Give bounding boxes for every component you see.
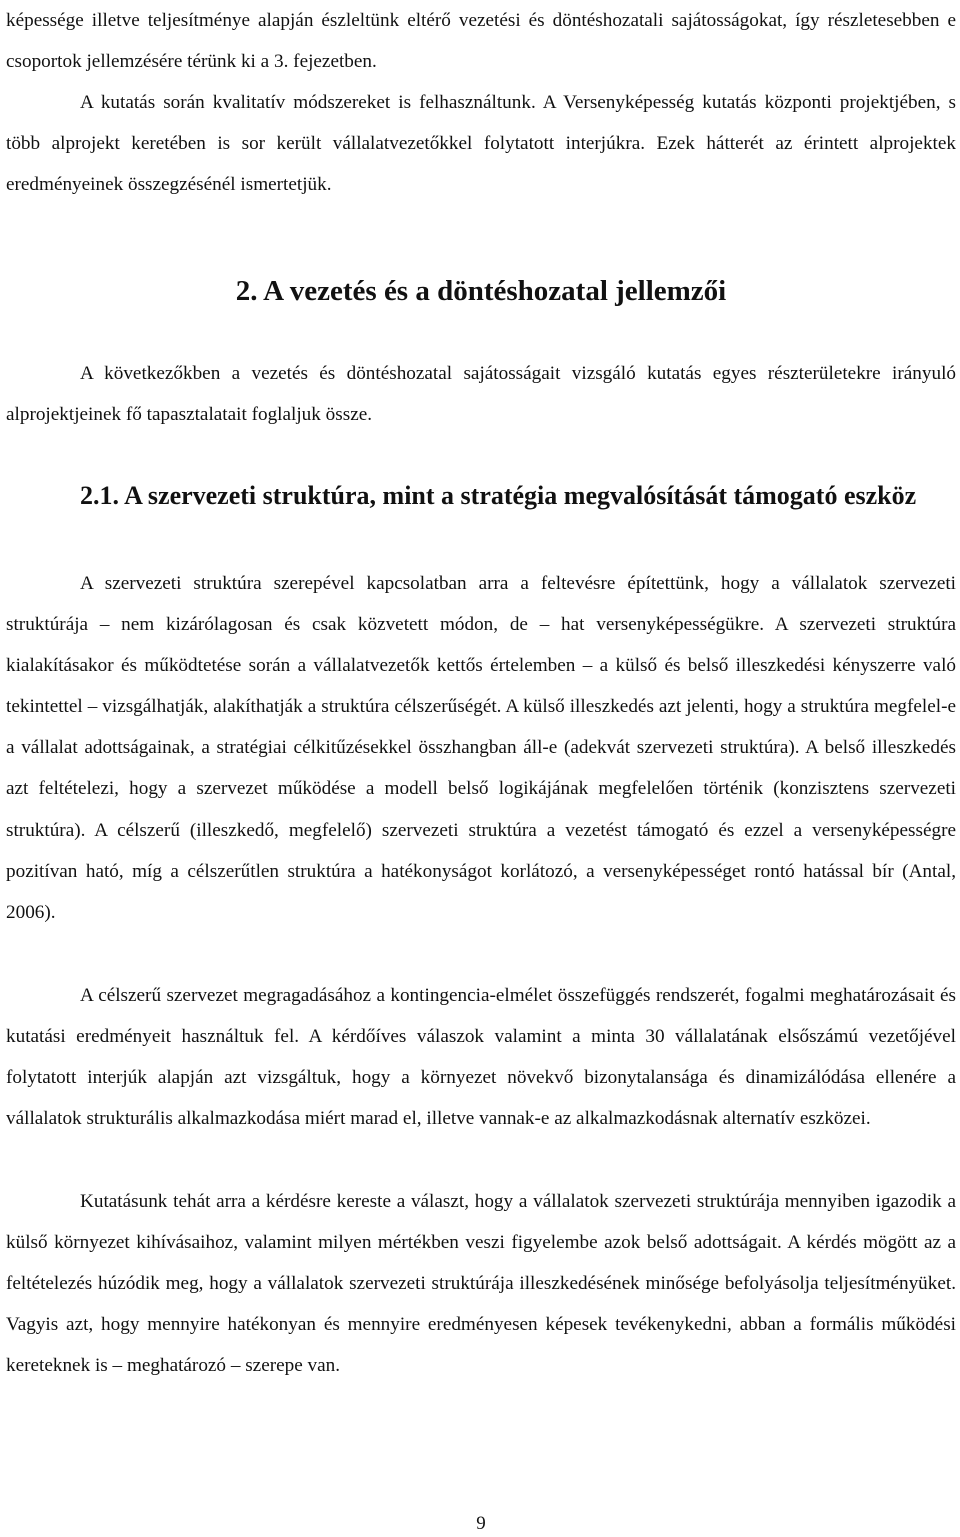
page-number: 9: [476, 1513, 486, 1534]
section-heading: 2. A vezetés és a döntéshozatal jellemzői: [235, 275, 727, 307]
paragraph-section-intro: A következőkben a vezetés és döntéshozatal sajátosságait vizsgáló kutatás egyes részterületekre irányuló alprojektjeinek fő tapasztalatait foglaljuk össze.: [6, 363, 956, 426]
paragraph-research-question: Kutatásunk tehát arra a kérdésre kereste a választ, hogy a vállalatok szervezeti struktúrája mennyiben igazodik a külső környezet kihívásaihoz, valamint milyen mértékben veszi figyelembe azok belső adottságait. A kérdés mögött az a feltételezés húzódik meg, hogy a vállalatok szervezeti struktúrája illeszkedésének minősége befolyásolja teljesítményüket. Vagyis azt, hogy mennyire hatékonyan és mennyire eredményesen képesek tevékenykedni, abban a formális működési kereteknek is – meghatározó – szerepe van.: [6, 1191, 956, 1377]
paragraph-qualitative-methods: A kutatás során kvalitatív módszereket is felhasználtunk. A Versenyképesség kutatás központi projektjében, s több alprojekt keretében is sor került vállalatvezetőkkel folytatott interjúkra. Ezek hátterét az érintett alprojektek eredményeinek összegzésénél ismertetjük.: [6, 92, 956, 196]
paragraph-intro-continuation: képessége illetve teljesítménye alapján észleltünk eltérő vezetési és döntéshozatali sajátosságokat, így részletesebben e csoportok jellemzésére térünk ki a 3. fejezetben.: [6, 10, 956, 73]
subsection-heading: 2.1. A szervezeti struktúra, mint a stratégia megvalósítását támogató eszköz: [80, 481, 917, 510]
paragraph-contingency-theory: A célszerű szervezet megragadásához a kontingencia-elmélet összefüggés rendszerét, fogalmi meghatározásait és kutatási eredményeit használtuk fel. A kérdőíves válaszok valamint a minta 30 vállalatának elsőszámú vezetőjével folytatott interjúk alapján azt vizsgáltuk, hogy a környezet növekvő bizonytalansága és dinamizálódása ellenére a vállalatok strukturális alkalmazkodása miért marad el, illetve vannak-e az alkalmazkodásnak alternatív eszközei.: [6, 985, 956, 1130]
document-page: [6, 0, 956, 1537]
paragraph-structure-role: A szervezeti struktúra szerepével kapcsolatban arra a feltevésre építettünk, hogy a vállalatok szervezeti struktúrája – nem kizárólagosan és csak közvetett módon, de – hat versenyképességükre. A szervezeti struktúra kialakításakor és működtetése során a vállalatvezetők kettős értelemben – a külső és belső illeszkedési kényszerre való tekintettel – vizsgálhatják, alakíthatják a struktúra célszerűségét. A külső illeszkedés azt jelenti, hogy a struktúra megfelel-e a vállalat adottságainak, a stratégiai célkitűzésekkel összhangban áll-e (adekvát szervezeti struktúra). A belső illeszkedés azt feltételezi, hogy a szervezet működése a modell belső logikájának megfelelően történik (konzisztens szervezeti struktúra). A célszerű (illeszkedő, megfelelő) szervezeti struktúra a vezetést támogató és ezzel a versenyképességre pozitívan ható, míg a célszerűtlen struktúra a hatékonyságot korlátozó, a versenyképességet rontó hatással bír (Antal, 2006).: [6, 573, 956, 923]
